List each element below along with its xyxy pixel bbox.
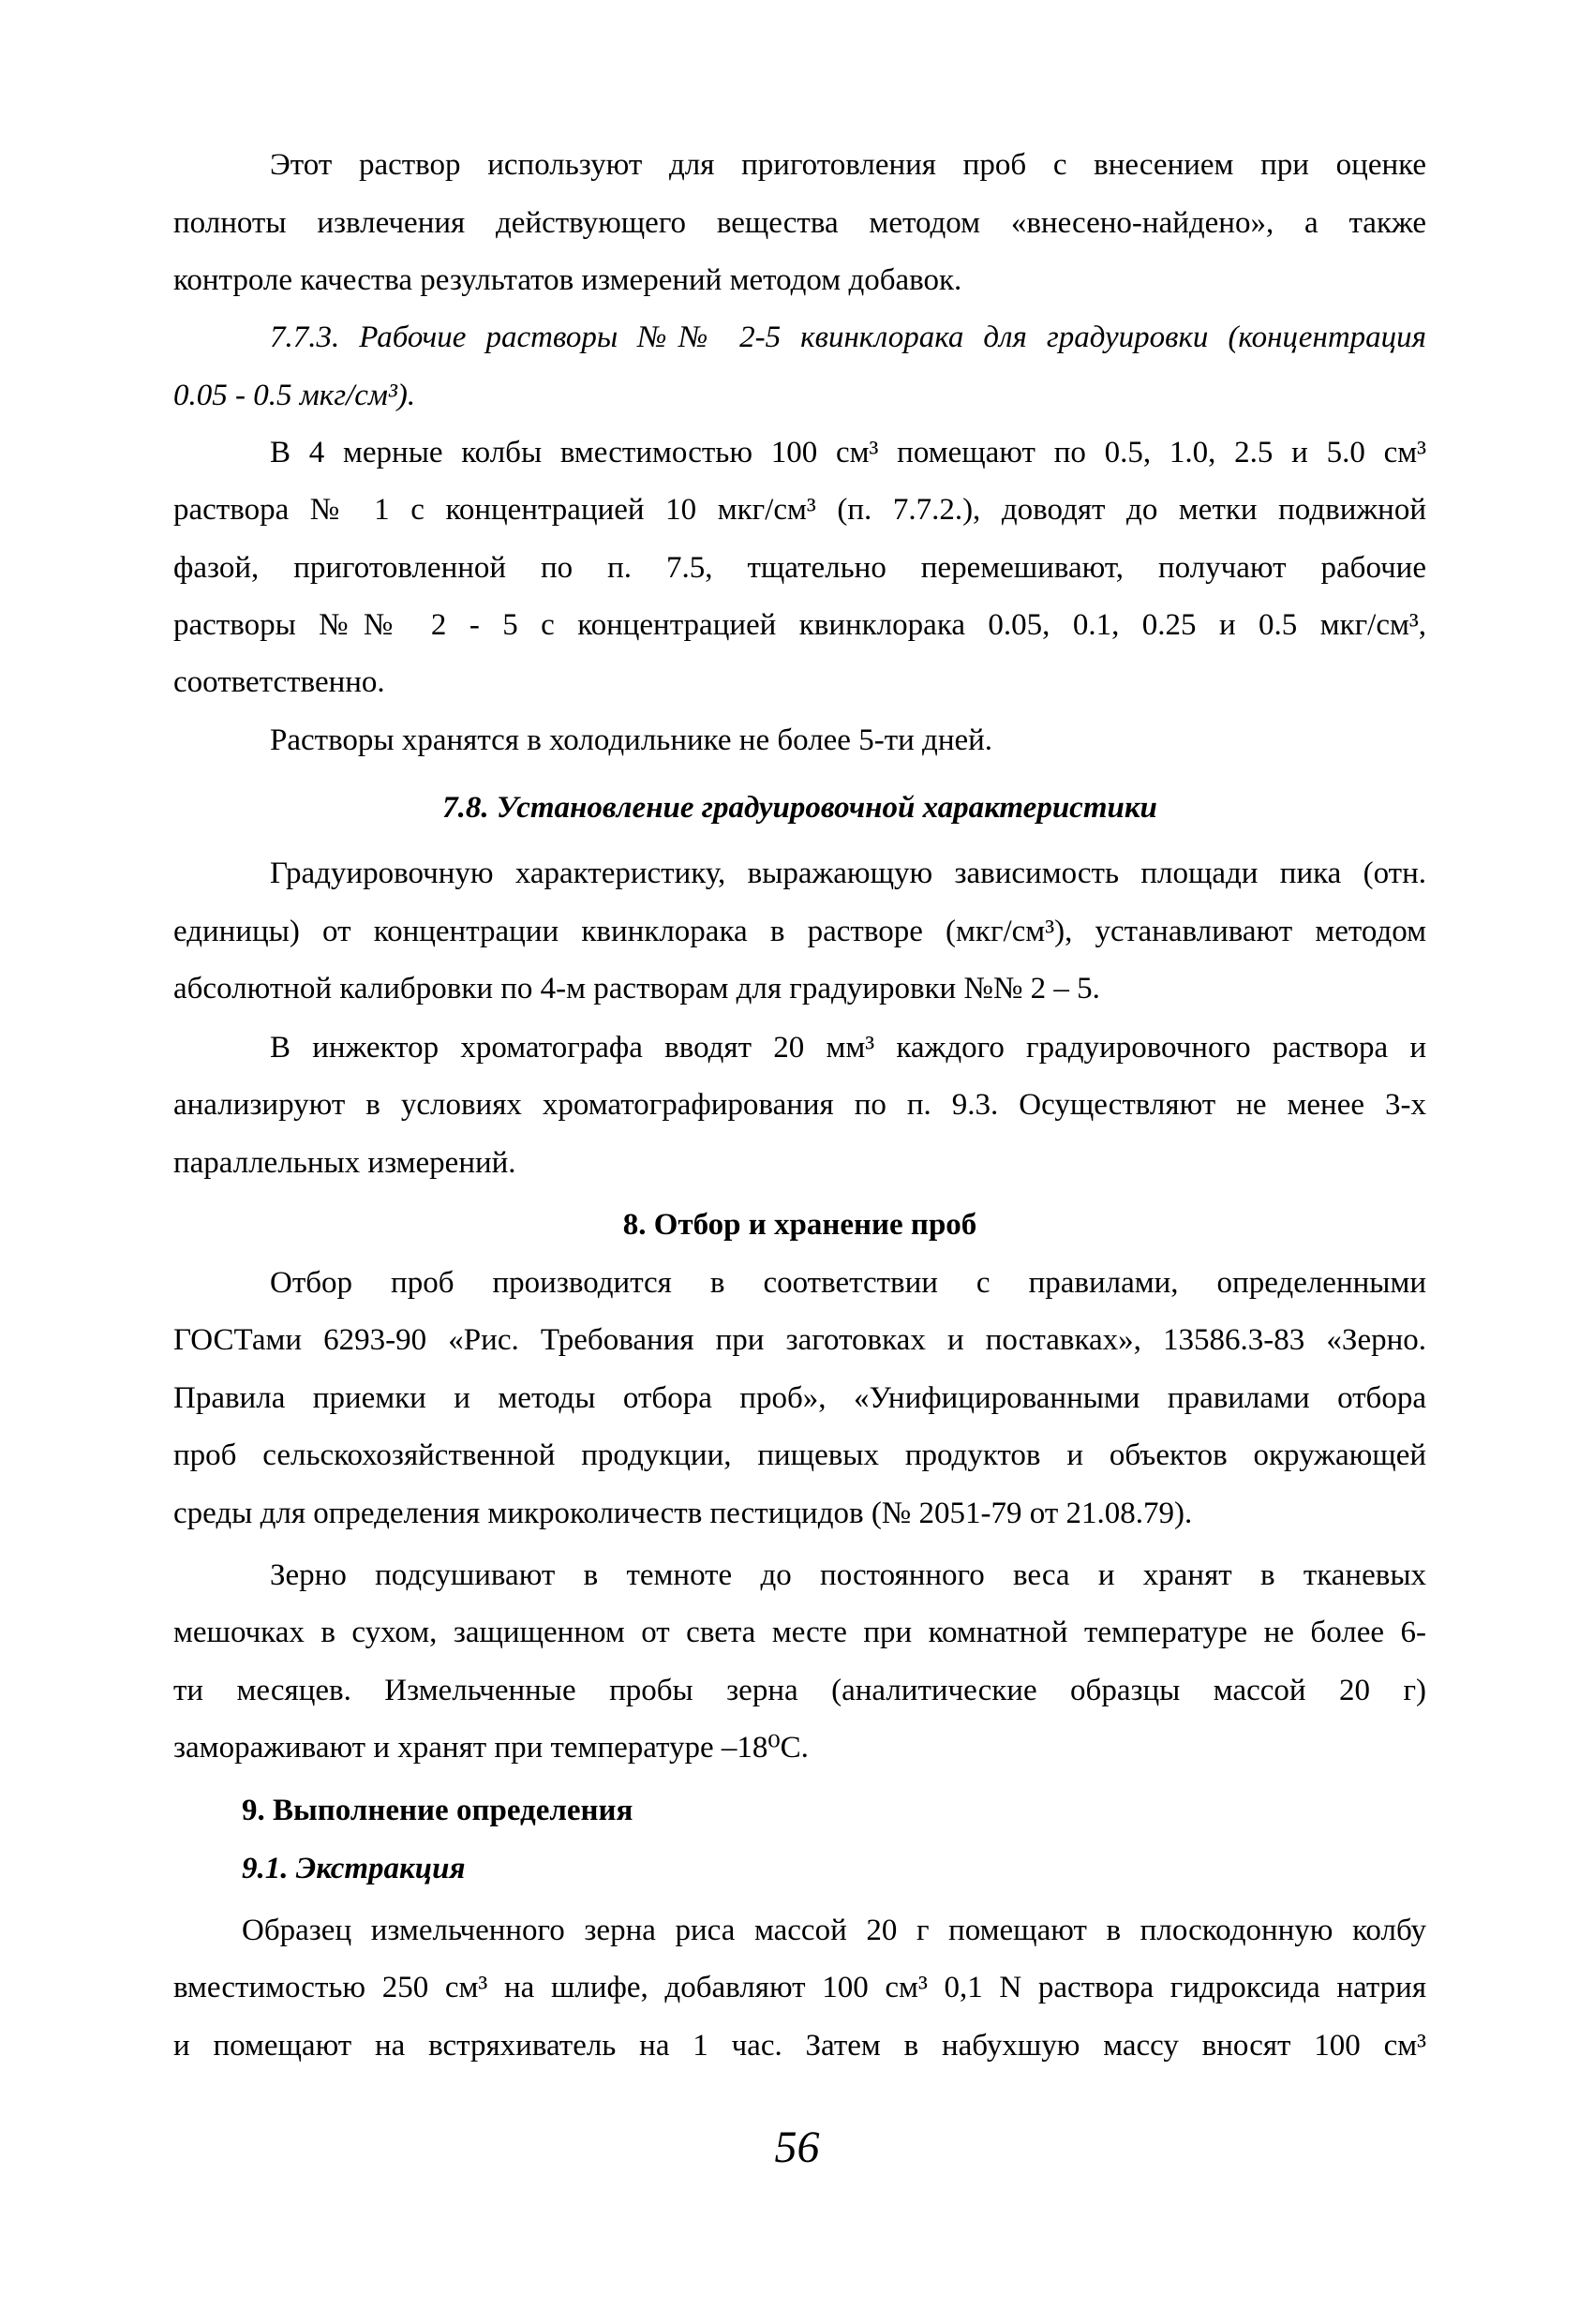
paragraph-line: В инжектор хроматографа вводят 20 мм³ каждого градуировочного раствора и — [270, 1031, 1426, 1065]
paragraph-line: ГОСТами 6293-90 «Рис. Требования при заготовках и поставках», 13586.3-83 «Зерно. — [173, 1323, 1426, 1357]
paragraph-line: Градуировочную характеристику, выражающую зависимость площади пика (отн. — [270, 857, 1426, 890]
paragraph-line: ти месяцев. Измельченные пробы зерна (аналитические образцы массой 20 г) — [173, 1674, 1426, 1707]
subsection-heading-cont: 0.05 - 0.5 мкг/см³). — [173, 379, 416, 412]
paragraph-line: замораживают и хранят при температуре –18⁰С. — [173, 1731, 809, 1765]
paragraph-line: фазой, приготовленной по п. 7.5, тщательно перемешивают, получают рабочие — [173, 551, 1426, 585]
paragraph-line: раствора № 1 с концентрацией 10 мкг/см³ (п. 7.7.2.), доводят до метки подвижной — [173, 493, 1426, 527]
page-number: 56 — [774, 2123, 820, 2172]
paragraph-line: полноты извлечения действующего вещества методом «внесено-найдено», а также — [173, 206, 1426, 240]
paragraph-line: Растворы хранятся в холодильнике не более 5-ти дней. — [270, 723, 993, 757]
section-heading: 9. Выполнение определения — [242, 1794, 633, 1827]
paragraph-line: контроле качества результатов измерений методом добавок. — [173, 263, 962, 297]
paragraph-line: Правила приемки и методы отбора проб», «Унифицированными правилами отбора — [173, 1381, 1426, 1415]
paragraph-line: Отбор проб производится в соответствии с правилами, определенными — [270, 1266, 1426, 1300]
paragraph-line: Образец измельченного зерна риса массой 20 г помещают в плоскодонную колбу — [242, 1914, 1426, 1947]
paragraph-line: Этот раствор используют для приготовления проб с внесением при оценке — [270, 148, 1426, 182]
paragraph-line: вместимостью 250 см³ на шлифе, добавляют 100 см³ 0,1 N раствора гидроксида натрия — [173, 1971, 1426, 2004]
section-heading: 7.8. Установление градуировочной характеристики — [442, 791, 1157, 825]
paragraph-line: проб сельскохозяйственной продукции, пищевых продуктов и объектов окружающей — [173, 1438, 1426, 1472]
paragraph-line: соответственно. — [173, 665, 385, 699]
paragraph-line: среды для определения микроколичеств пестицидов (№ 2051-79 от 21.08.79). — [173, 1497, 1193, 1530]
paragraph-line: и помещают на встряхиватель на 1 час. Затем в набухшую массу вносят 100 см³ — [173, 2029, 1426, 2063]
paragraph-line: растворы №№ 2 - 5 с концентрацией квинклорака 0.05, 0.1, 0.25 и 0.5 мкг/см³, — [173, 608, 1426, 642]
paragraph-line: анализируют в условиях хроматографирования по п. 9.3. Осуществляют не менее 3-х — [173, 1088, 1426, 1122]
section-heading: 8. Отбор и хранение проб — [622, 1208, 977, 1242]
subsection-heading: 7.7.3. Рабочие растворы №№ 2-5 квинклорака для градуировки (концентрация — [270, 320, 1426, 354]
paragraph-line: В 4 мерные колбы вместимостью 100 см³ помещают по 0.5, 1.0, 2.5 и 5.0 см³ — [270, 436, 1426, 469]
paragraph-line: абсолютной калибровки по 4-м растворам для градуировки №№ 2 – 5. — [173, 972, 1100, 1006]
paragraph-line: параллельных измерений. — [173, 1146, 516, 1180]
paragraph-line: единицы) от концентрации квинклорака в растворе (мкг/см³), устанавливают методом — [173, 915, 1426, 948]
subsection-heading: 9.1. Экстракция — [242, 1852, 466, 1885]
paragraph-line: Зерно подсушивают в темноте до постоянного веса и хранят в тканевых — [270, 1558, 1426, 1592]
paragraph-line: мешочках в сухом, защищенном от света месте при комнатной температуре не более 6- — [173, 1616, 1426, 1649]
